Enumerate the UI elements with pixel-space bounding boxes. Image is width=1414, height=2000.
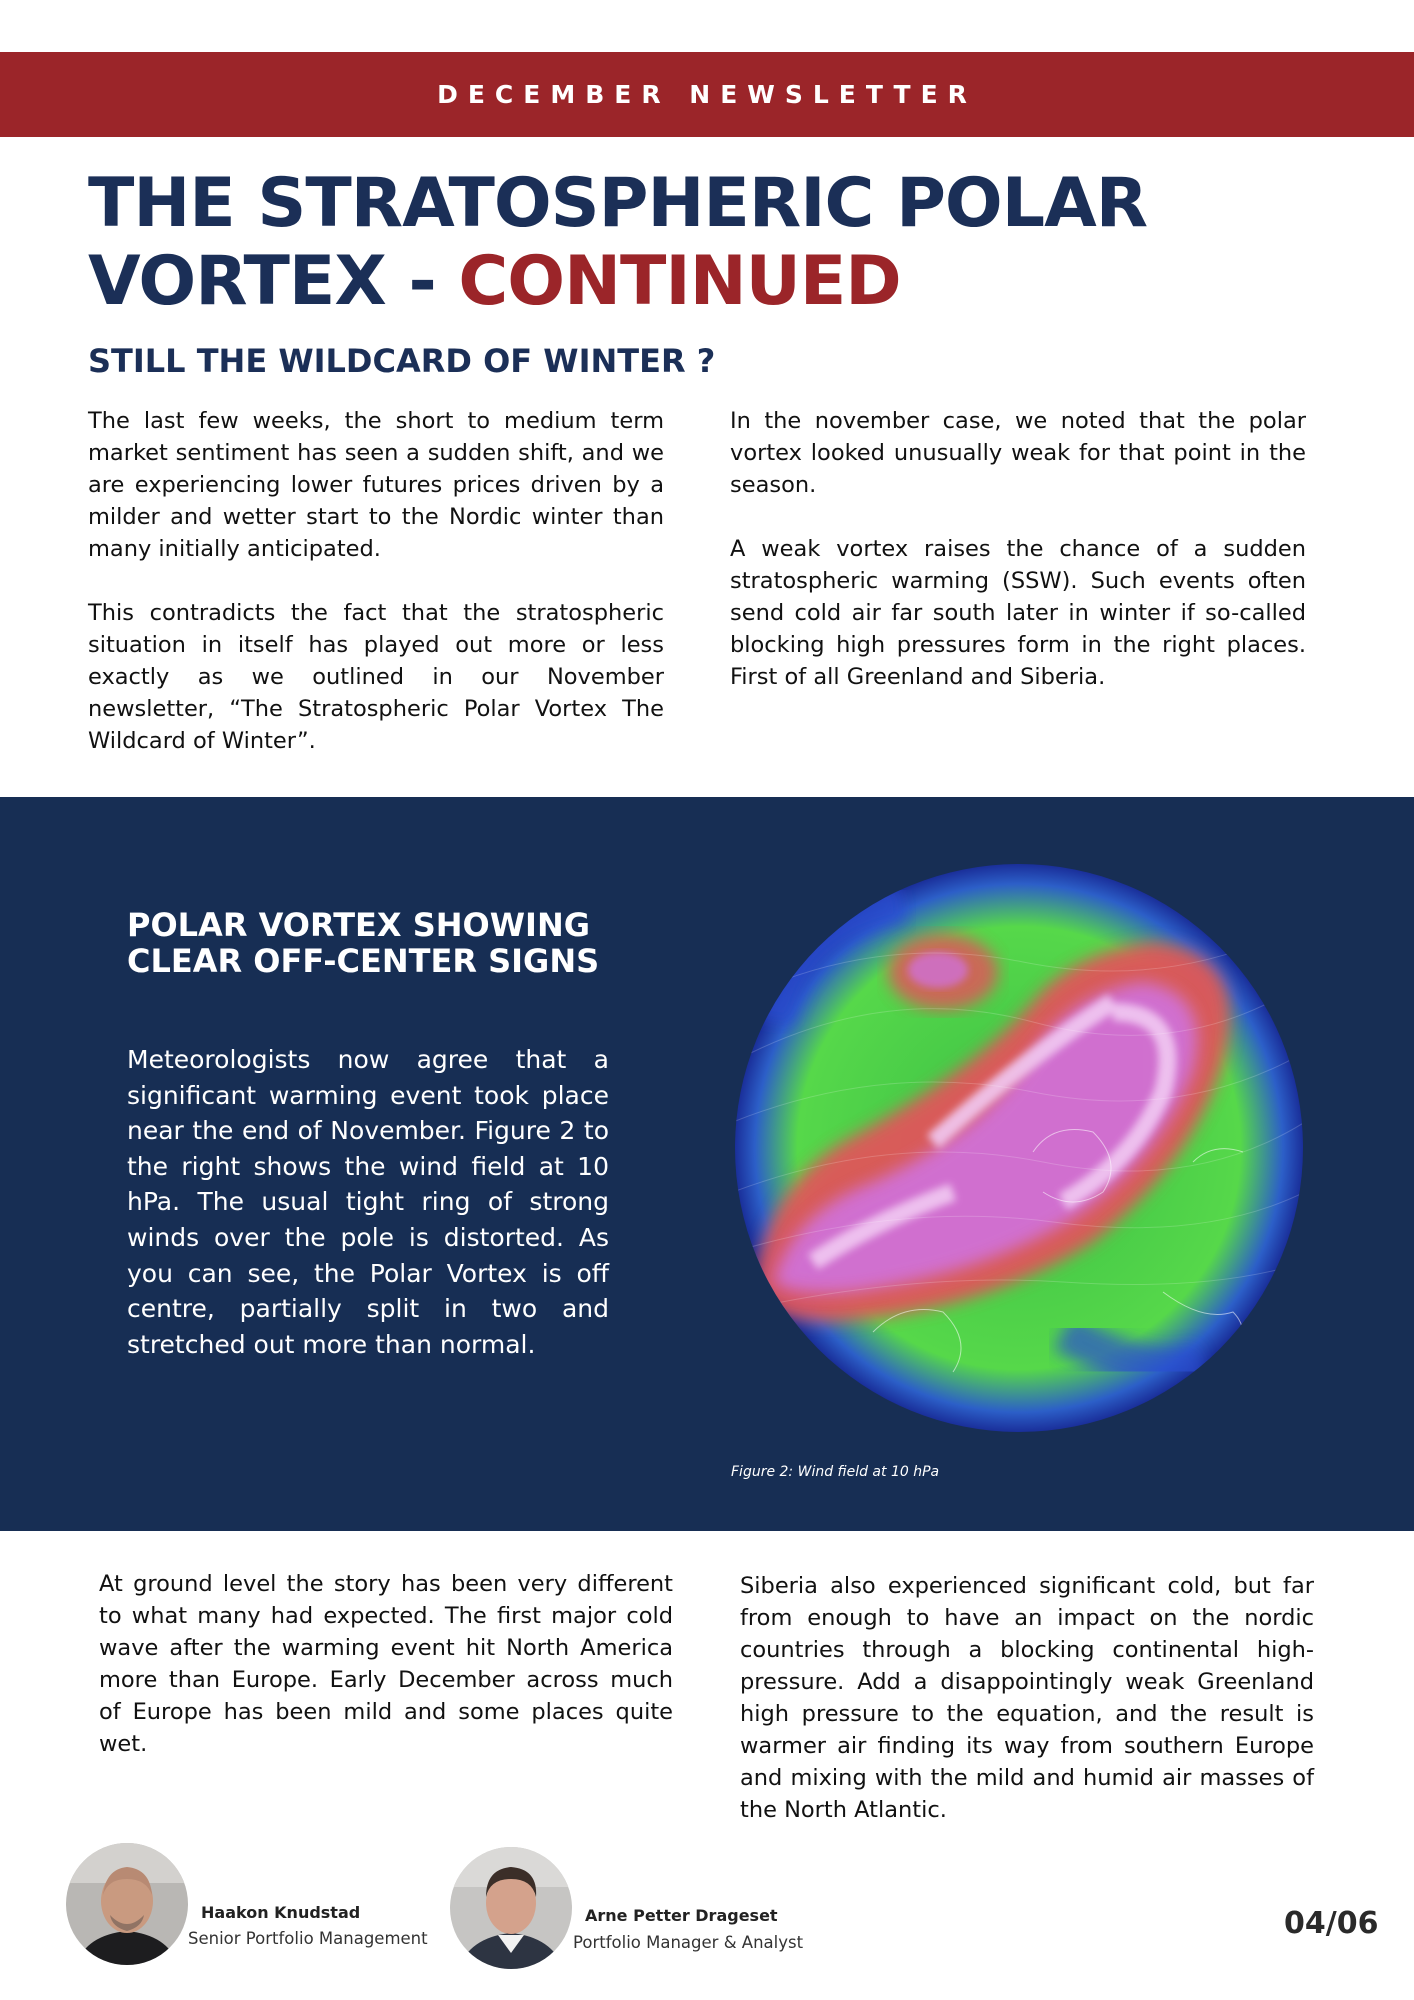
newsletter-banner bbox=[0, 52, 1414, 137]
banner-label: DECEMBER NEWSLETTER bbox=[437, 80, 977, 109]
author-1-avatar bbox=[66, 1843, 188, 1965]
outro-right-column bbox=[740, 1570, 1314, 1858]
page-title bbox=[88, 165, 1288, 321]
title-line-2-main: VORTEX - bbox=[88, 242, 459, 321]
page-number: 04/06 bbox=[1284, 1906, 1379, 1941]
intro-left-column bbox=[88, 405, 664, 789]
feature-heading: POLAR VORTEX SHOWING CLEAR OFF-CENTER SIGNS bbox=[127, 906, 600, 980]
outro-left-column bbox=[99, 1568, 673, 1792]
feature-body: Meteorologists now agree that a significant warming event took place near the end of November. Figure 2 to the right shows the wind field at 10 hPa. The usual tight ring of strong winds over the pole is distorted. As you can see, the Polar Vortex is off centre, partially split in two and stretched out more than normal. bbox=[127, 1045, 609, 1359]
author-2-avatar bbox=[450, 1847, 572, 1969]
intro-left-paragraph-1: The last few weeks, the short to medium term market sentiment has seen a sudden shift, and we are experiencing lower futures prices driven by a milder and wetter start to the Nordic winter than many initially anticipated. bbox=[88, 408, 664, 562]
title-line-1: THE STRATOSPHERIC POLAR bbox=[88, 164, 1148, 243]
title-accent: CONTINUED bbox=[458, 242, 901, 321]
intro-right-paragraph-2: A weak vortex raises the chance of a sudden stratospheric warming (SSW). Such events often send cold air far south later in winter if so-called blocking high pressures form in the right places. First of all Greenland and Siberia. bbox=[730, 536, 1306, 690]
intro-right-column bbox=[730, 405, 1306, 725]
author-1-role: Senior Portfolio Management bbox=[188, 1929, 428, 1948]
intro-left-paragraph-2: This contradicts the fact that the stratospheric situation in itself has played out more or less exactly as we outlined in our November newsletter, “The Stratospheric Polar Vortex The Wildcard of Winter”. bbox=[88, 600, 664, 754]
intro-right-paragraph-1: In the november case, we noted that the polar vortex looked unusually weak for that point in the season. bbox=[730, 408, 1306, 498]
wind-field-globe-image bbox=[733, 862, 1305, 1434]
author-2-role: Portfolio Manager & Analyst bbox=[573, 1933, 804, 1952]
feature-band bbox=[0, 797, 1414, 1531]
outro-right-paragraph: Siberia also experienced significant cold, but far from enough to have an impact on the nordic countries through a blocking continental high-pressure. Add a disappointingly weak Greenland high pressure to the equation, and the result is warmer air finding its way from southern Europe and mixing with the mild and humid air masses of the North Atlantic. bbox=[740, 1573, 1314, 1823]
figure-caption: Figure 2: Wind field at 10 hPa bbox=[731, 1464, 940, 1480]
outro-left-paragraph: At ground level the story has been very different to what many had expected. The first major cold wave after the warming event hit North America more than Europe. Early December across much of Europe has been mild and some places quite wet. bbox=[99, 1571, 673, 1757]
author-1-name: Haakon Knudstad bbox=[201, 1903, 361, 1922]
author-2-name: Arne Petter Drageset bbox=[585, 1906, 778, 1925]
title-line-2 bbox=[88, 243, 1288, 321]
section-subtitle: STILL THE WILDCARD OF WINTER ? bbox=[88, 342, 716, 380]
